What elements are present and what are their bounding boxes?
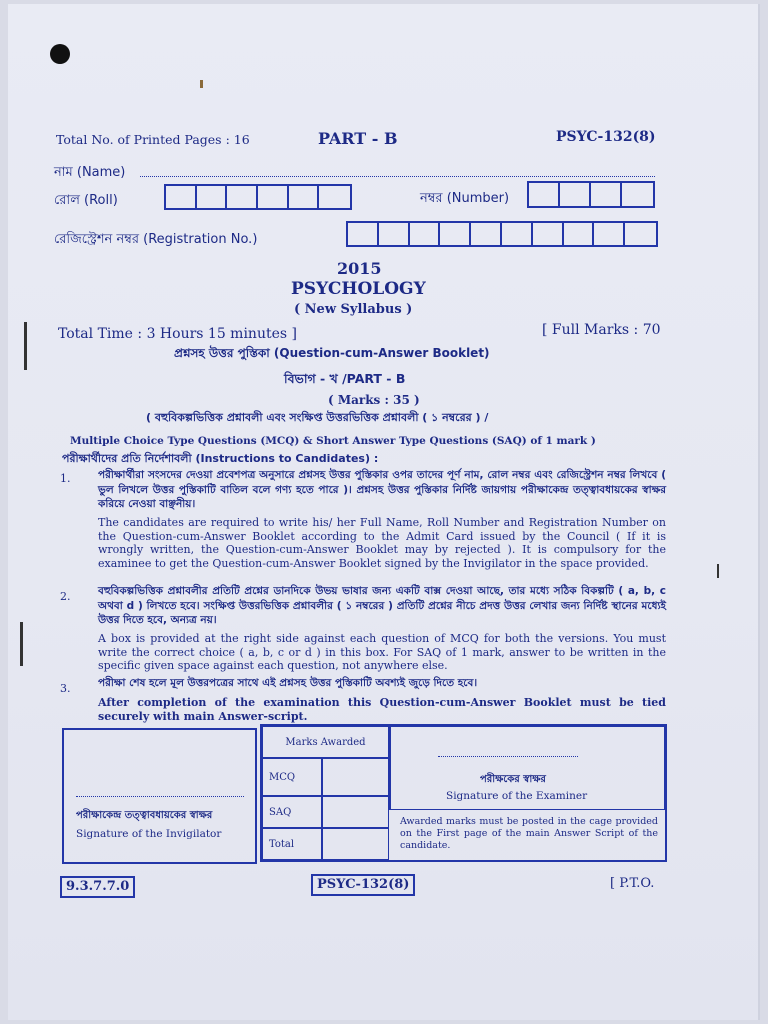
- instruction-2-bengali: বহুবিকল্পভিত্তিক প্রশ্নাবলীর প্রতিটি প্রশ্নের ডানদিকে উভয় ভাষার জন্য একটি বাক্স দেওয়া আছে, তার মধ্যে সঠিক বিকল্পটি ( a, b, c অথবা d ) লিখতে হবে। সংক্ষিপ্ত উত্তরভিত্তিক প্রশ্নাবলীর ( ১ নম্বরের ) প্রতিটি প্রশ্নের নীচে প্রদত্ত উত্তর লেখার জন্য নির্দিষ্ট স্থানের মধ্যেই উত্তর দিতে হবে, অন্যত্র নয়।: [98, 585, 666, 626]
- marks-awarded-table: [260, 724, 667, 862]
- marks-awarded-header: Marks Awarded: [262, 726, 389, 758]
- pto-label: [ P.T.O.: [610, 876, 655, 891]
- mcq-marks-field[interactable]: [322, 758, 389, 796]
- booklet-title: প্রশ্নসহ উত্তর পুস্তিকা (Question-cum-Answer Booklet): [174, 346, 490, 360]
- footer-code-center: PSYC-132(8): [311, 874, 415, 896]
- section-label: বিভাগ - খ /PART - B: [284, 371, 406, 386]
- registration-label: রেজিস্ট্রেশন নম্বর (Registration No.): [54, 232, 258, 247]
- total-time: Total Time : 3 Hours 15 minutes ]: [58, 326, 297, 342]
- paper-code: PSYC-132(8): [556, 129, 656, 145]
- exam-sheet: [8, 4, 760, 1020]
- examiner-label-bengali: পরীক্ষকের স্বাক্ষর: [480, 774, 546, 785]
- roll-boxes[interactable]: [164, 184, 352, 210]
- ink-speck: [200, 80, 203, 88]
- registration-boxes[interactable]: [346, 221, 658, 247]
- full-marks: [ Full Marks : 70: [542, 322, 661, 338]
- instruction-1-bengali: পরীক্ষার্থীরা সংসদের দেওয়া প্রবেশপত্র অনুসারে প্রশ্নসহ উত্তর পুস্তিকার ওপর তাদের পূর্ণ নাম, রোল নম্বর এবং রেজিস্ট্রেশন নম্বর লিখবে ( ভুল লিখলে উত্তর পুস্তিকাটি বাতিল বলে গণ্য হতে পারে )। প্রশ্নসহ উত্তর পুস্তিকার নির্দিষ্ট জায়গায় পরীক্ষাকেন্দ্র তত্ত্বাবধায়কের স্বাক্ষর করিয়ে নেওয়া বাঞ্ছনীয়।: [98, 469, 666, 510]
- total-pages: Total No. of Printed Pages : 16: [56, 132, 250, 147]
- question-type-bengali: ( বহুবিকল্পভিত্তিক প্রশ্নাবলী এবং সংক্ষিপ্ত উত্তরভিত্তিক প্রশ্নাবলী ( ১ নম্বরের ) /: [146, 411, 489, 424]
- mcq-label: MCQ: [262, 758, 322, 796]
- exam-year: 2015: [337, 259, 382, 278]
- instruction-number: 1.: [60, 472, 71, 485]
- instructions-heading: পরীক্ষার্থীদের প্রতি নির্দেশাবলী (Instructions to Candidates) :: [62, 452, 379, 465]
- signature-line: [438, 756, 578, 757]
- instruction-3-english: After completion of the examination this Question-cum-Answer Booklet must be tied securely with main Answer-script.: [98, 696, 666, 723]
- signature-line: [76, 796, 244, 797]
- examiner-label-english: Signature of the Examiner: [446, 790, 588, 802]
- staple-mark: [24, 322, 27, 370]
- saq-marks-field[interactable]: [322, 796, 389, 828]
- punch-hole: [50, 44, 70, 64]
- total-label: Total: [262, 828, 322, 860]
- saq-label: SAQ: [262, 796, 322, 828]
- invigilator-label-english: Signature of the Invigilator: [76, 828, 222, 840]
- instruction-2-english: A box is provided at the right side against each question of MCQ for both the versions. You must write the correct choice ( a, b, c or d ) in this box. For SAQ of 1 mark, answer to be written in the specific given space against each question, not anywhere else.: [98, 632, 666, 672]
- name-label: নাম (Name): [54, 165, 126, 180]
- subject-title: PSYCHOLOGY: [291, 279, 426, 299]
- instruction-number: 2.: [60, 590, 71, 603]
- name-field[interactable]: [140, 176, 655, 177]
- instruction-3-bengali: পরীক্ষা শেষ হলে মূল উত্তরপত্রের সাথে এই প্রশ্নসহ উত্তর পুস্তিকাটি অবশ্যই জুড়ে দিতে হবে।: [98, 677, 478, 689]
- roll-label: রোল (Roll): [54, 193, 118, 208]
- invigilator-label-bengali: পরীক্ষাকেন্দ্র তত্ত্বাবধায়কের স্বাক্ষর: [76, 810, 213, 821]
- instruction-number: 3.: [60, 682, 71, 695]
- marks-label: ( Marks : 35 ): [328, 393, 420, 407]
- footer-code-left: 9.3.7.7.0: [60, 876, 135, 898]
- number-label: নম্বর (Number): [420, 191, 510, 206]
- number-boxes[interactable]: [527, 181, 655, 208]
- syllabus-note: ( New Syllabus ): [294, 302, 413, 317]
- instruction-1-english: The candidates are required to write his/ her Full Name, Roll Number and Registration Number on the Question-cum-Answer Booklet according to the Admit Card issued by the Council ( If it is wrongly written, the Question-cum-Answer Booklet may by rejected ). It is compulsory for the examinee to get the Question-cum-Answer Booklet signed by the Invigilator in the space provided.: [98, 516, 666, 570]
- invigilator-signature-box[interactable]: [62, 728, 257, 864]
- staple-mark: [20, 622, 23, 666]
- total-marks-field[interactable]: [322, 828, 389, 860]
- staple-mark: [717, 564, 719, 578]
- awarded-marks-note: Awarded marks must be posted in the cage provided on the First page of the main Answer Script of the candidate.: [400, 816, 658, 851]
- part-label: PART - B: [318, 129, 398, 148]
- question-type-english: Multiple Choice Type Questions (MCQ) & Short Answer Type Questions (SAQ) of 1 mark ): [70, 435, 596, 447]
